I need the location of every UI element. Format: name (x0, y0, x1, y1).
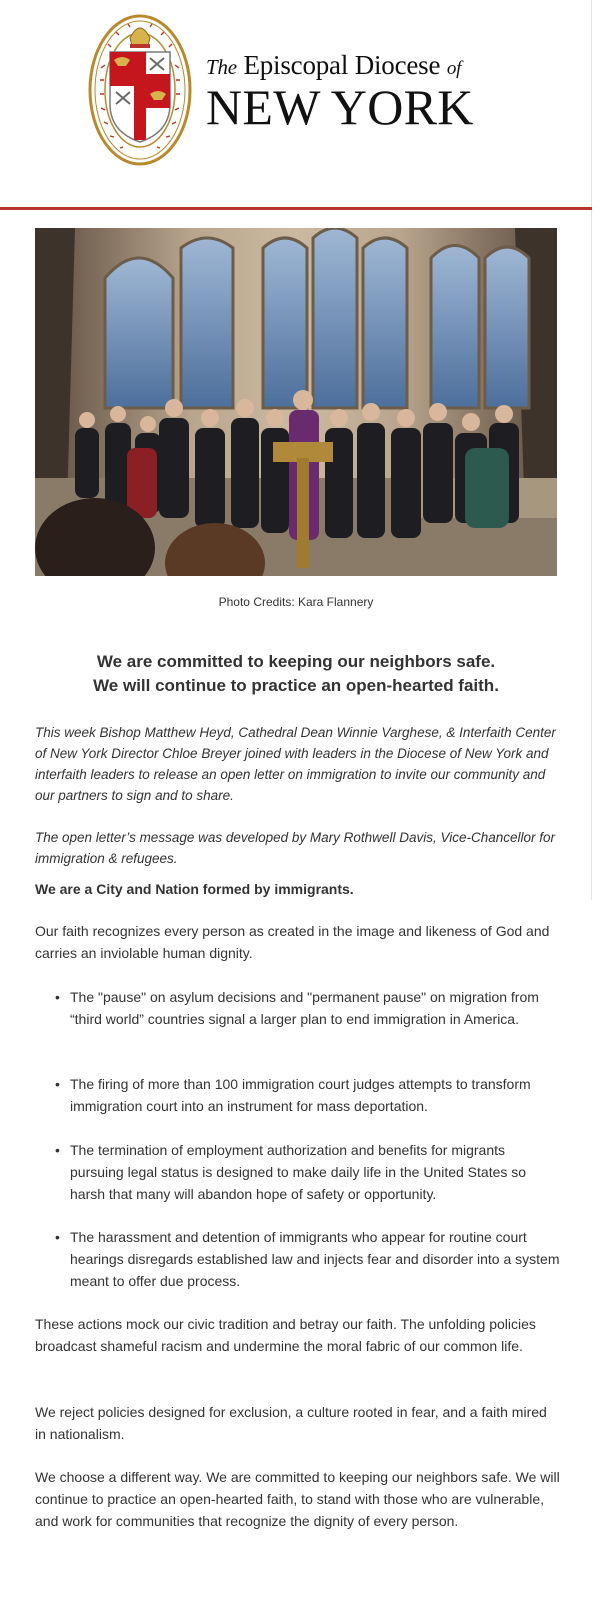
email-header (0, 0, 613, 208)
list-item-text: The firing of more than 100 immigration court judges attempts to transform immigration court into an instrument for mass deportation. (70, 1076, 531, 1114)
brand-of: of (446, 58, 462, 79)
list-item-text: The harassment and detention of immigrants who appear for routine court hearings disregards established law and injects fear and disorder into a system meant to offer due process. (70, 1229, 560, 1289)
bullet-dot-icon: • (55, 1229, 60, 1245)
list-item-text: The "pause" on asylum decisions and "permanent pause" on migration from “third world” countries signal a larger plan to end immigration in America. (70, 989, 539, 1027)
headline-line-1: We are committed to keeping our neighbors safe. (96, 652, 496, 671)
cathedral-press-photo (35, 228, 557, 576)
intro-paragraph-2: The open letter’s message was developed by Mary Rothwell Davis, Vice-Chancellor for immigration & refugees. (35, 830, 556, 866)
letter-paragraph-3: We reject policies designed for exclusion, a culture rooted in fear, and a faith mired in nationalism. (35, 1404, 547, 1442)
headline-line-2: We will continue to practice an open-hearted faith. (93, 676, 499, 695)
diocese-seal-logo (86, 8, 194, 168)
letter-heading: We are a City and Nation formed by immigrants. (35, 881, 354, 897)
letter-paragraph-1: Our faith recognizes every person as created in the image and likeness of God and carries an inviolable human dignity. (35, 923, 550, 961)
header-divider (0, 207, 592, 210)
list-item (35, 1139, 560, 1205)
bullet-dot-icon: • (55, 1142, 60, 1158)
diocese-wordmark (206, 50, 474, 135)
list-item (35, 1073, 560, 1117)
headline (0, 650, 592, 698)
list-item (35, 986, 560, 1030)
letter-paragraph-4: We choose a different way. We are committed to keeping our neighbors safe. We will continue to practice an open-hearted faith, to stand with those who are vulnerable, and work for communities that recognize the dignity of every person. (35, 1469, 560, 1529)
brand-the: The (206, 55, 237, 79)
intro-paragraph-1: This week Bishop Matthew Heyd, Cathedral Dean Winnie Varghese, & Interfaith Center of New York Director Chloe Breyer joined with leaders in the Diocese of New York and interfaith leaders to release an open letter on immigration to invite our community and our partners to sign and to share. (35, 725, 556, 803)
brand-middle: Episcopal Diocese (243, 50, 441, 80)
bullet-dot-icon: • (55, 989, 60, 1005)
list-item (35, 1226, 560, 1292)
list-item-text: The termination of employment authorization and benefits for migrants pursuing legal status is designed to make daily life in the United States so harsh that many will abandon hope of safety or opportunity. (70, 1142, 527, 1202)
letter-paragraph-2: These actions mock our civic tradition and betray our faith. The unfolding policies broadcast shameful racism and undermine the moral fabric of our common life. (35, 1316, 536, 1354)
photo-caption: Photo Credits: Kara Flannery (218, 595, 374, 609)
bullet-dot-icon: • (55, 1076, 60, 1092)
brand-new-york: NEW YORK (206, 79, 474, 135)
